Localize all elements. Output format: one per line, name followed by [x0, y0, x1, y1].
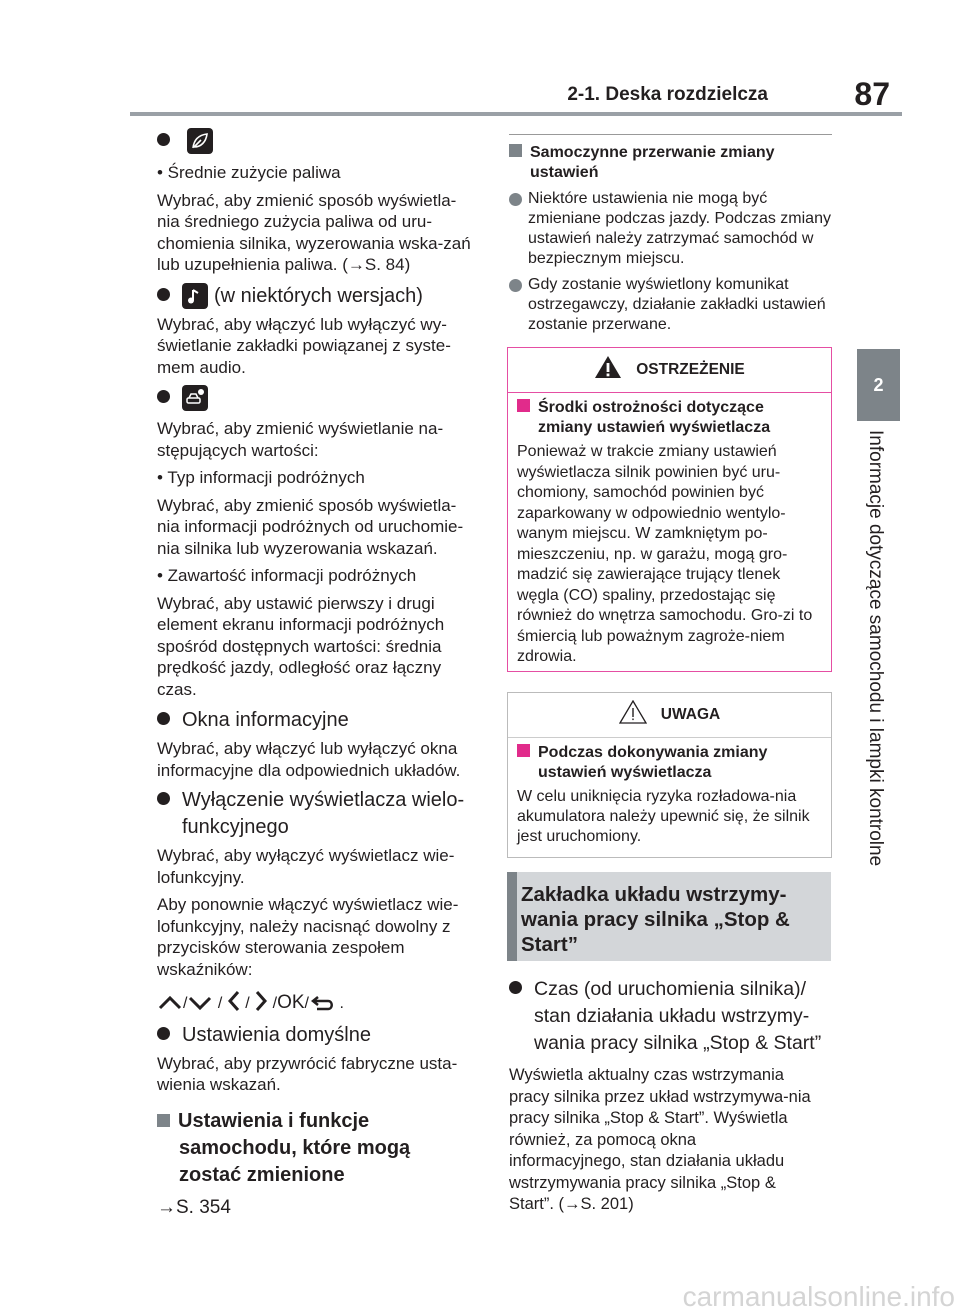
bullet-item: Gdy zostanie wyświetlony komunikat ostrzegawczy, działanie zakładki ustawień zostanie przerwane. [509, 275, 832, 335]
page-reference[interactable]: →S. 354 [157, 1196, 231, 1218]
auto-cancel-section [509, 134, 832, 335]
ok-label: OK [277, 992, 305, 1013]
page-number: 87 [854, 76, 890, 112]
item-fuel [157, 128, 477, 162]
tab-heading: Zakładka układu wstrzymy- wania pracy silnika „Stop & Start” [507, 872, 831, 961]
chevron-up-icon [157, 994, 183, 1012]
bullet-icon [157, 712, 170, 725]
back-arrow-icon [309, 994, 335, 1012]
car-info-icon [182, 385, 208, 411]
chapter-tab: 2 [857, 349, 900, 421]
chevron-right-icon [254, 990, 268, 1012]
stop-start-item [509, 970, 839, 1222]
bullet-icon [509, 981, 522, 994]
warning-header: OSTRZEŻENIE [508, 348, 831, 393]
bullet-icon [157, 288, 170, 301]
bullet-icon [509, 193, 522, 206]
bullet-icon [157, 133, 170, 146]
section-heading: Ustawienia i funkcje samochodu, które mogą zostać zmienione [157, 1108, 477, 1189]
notice-subheading: Podczas dokonywania zmiany ustawień wyświetlacza [517, 743, 767, 783]
paragraph: Wybrać, aby przywrócić fabryczne usta-wienia wskazań. [157, 1053, 458, 1094]
square-bullet-icon [157, 1114, 170, 1127]
subheading: Samoczynne przerwanie zmiany ustawień [509, 143, 832, 183]
bullet-icon [509, 279, 522, 292]
watermark: carmanualsonline.info [682, 1281, 955, 1312]
warning-triangle-icon [594, 355, 622, 379]
paragraph: Wybrać, aby zmienić sposób wyświetla-nia średniego zużycia paliwa od uru-chomienia silnika, wyzerowania wska-zań lub uzupełnienia paliwa. (→S. 84) [157, 190, 471, 274]
notice-text: W celu uniknięcia ryzyka rozładowa-nia akumulatora należy upewnić się, że silnik jest uruchomiony. [517, 788, 810, 845]
paragraph: Wybrać, aby zmienić sposób wyświetla-nia informacji podróżnych od uruchomie-nia silnika lub wyzerowania wskazań. [157, 495, 464, 558]
bullet-icon [157, 390, 170, 403]
paragraph: Wybrać, aby ustawić pierwszy i drugi element ekranu informacji podróżnych spośród dostępnych wartości: średnia prędkość jazdy, odległość oraz łączny czas. [157, 593, 445, 699]
paragraph: Wybrać, aby włączyć lub wyłączyć okna informacyjne dla odpowiednich układów. [157, 739, 461, 780]
control-buttons: / / / /OK/ . [157, 990, 477, 1015]
paragraph: Wybrać, aby włączyć lub wyłączyć wy-świetlanie zakładki powiązanej z syste-mem audio. [157, 314, 451, 377]
item-windows [157, 706, 477, 734]
caution-triangle-icon [619, 700, 647, 724]
left-column [157, 128, 477, 1224]
music-note-icon [182, 283, 208, 309]
item-title: Czas (od uruchomienia silnika)/ stan działania układu wstrzymy- wania pracy silnika „Stop & Start” [509, 976, 839, 1057]
sub-bullet: • Typ informacji podróżnych [157, 468, 365, 487]
square-bullet-icon [517, 399, 530, 412]
chevron-down-icon [187, 994, 213, 1012]
bullet-icon [157, 1027, 170, 1040]
chevron-left-icon [227, 990, 241, 1012]
paragraph: Aby ponownie włączyć wyświetlacz wie-lofunkcyjny, należy nacisnąć dowolny z przycisków sterowania zespołem wskaźników: [157, 895, 459, 979]
leaf-icon [187, 128, 213, 154]
sub-bullet: • Zawartość informacji podróżnych [157, 566, 417, 585]
notice-box [507, 692, 832, 858]
warning-subheading: Środki ostrożności dotyczące zmiany ustawień wyświetlacza [517, 398, 770, 438]
notice-header: UWAGA [508, 693, 831, 738]
paragraph: Wybrać, aby wyłączyć wyświetlacz wie-lofunkcyjny. [157, 846, 455, 887]
item-defaults [157, 1021, 477, 1049]
bullet-icon [157, 792, 170, 805]
item-display-off [157, 787, 477, 841]
item-title: Okna informacyjne [182, 709, 349, 731]
sub-bullet: • Średnie zużycie paliwa [157, 163, 341, 182]
paragraph: Wyświetla aktualny czas wstrzymania pracy silnika przez układ wstrzymywa-nia pracy silnika „Stop & Start”. Wyświetla również, za pomocą okna informacyjnego, stan działania układu wstrzymywania pracy silnika „Stop & Start”. (→S. 201) [509, 1066, 811, 1213]
item-title: funkcyjnego [182, 816, 289, 838]
bullet-item: Niektóre ustawienia nie mogą być zmieniane podczas jazdy. Podczas zmiany ustawień należy zatrzymać samochód w bezpiecznym miejscu. [509, 189, 832, 269]
paragraph: Wybrać, aby zmienić wyświetlanie na-stępujących wartości: [157, 419, 444, 460]
item-title: Ustawienia domyślne [182, 1023, 371, 1046]
item-audio [157, 282, 477, 310]
square-bullet-icon [517, 744, 530, 757]
warning-box [507, 347, 832, 672]
item-trip [157, 384, 477, 414]
section-title: 2-1. Deska rozdzielcza [567, 84, 768, 105]
warning-text: Ponieważ w trakcie zmiany ustawień wyświetlacza silnik powinien być uru-chomiony, samochód powinien być zaparkowany w odpowiednio wentylo-wanym miejscu. W zamkniętym po-mieszczeniu, np. w garażu, mogą gro-madzić się zawierające trujący tlenek węgla (CO) spaliny, przedostając się również do wnętrza samochodu. Gro-zi to śmiercią lub poważnym zagroże-niem zdrowia. [517, 443, 813, 665]
header-rule [130, 112, 902, 116]
chapter-label: Informacje dotyczące samochodu i lampki kontrolne [865, 430, 886, 867]
square-bullet-icon [509, 144, 522, 157]
item-title: (w niektórych wersjach) [214, 284, 423, 307]
item-title: Wyłączenie wyświetlacza wielo- [182, 789, 465, 811]
